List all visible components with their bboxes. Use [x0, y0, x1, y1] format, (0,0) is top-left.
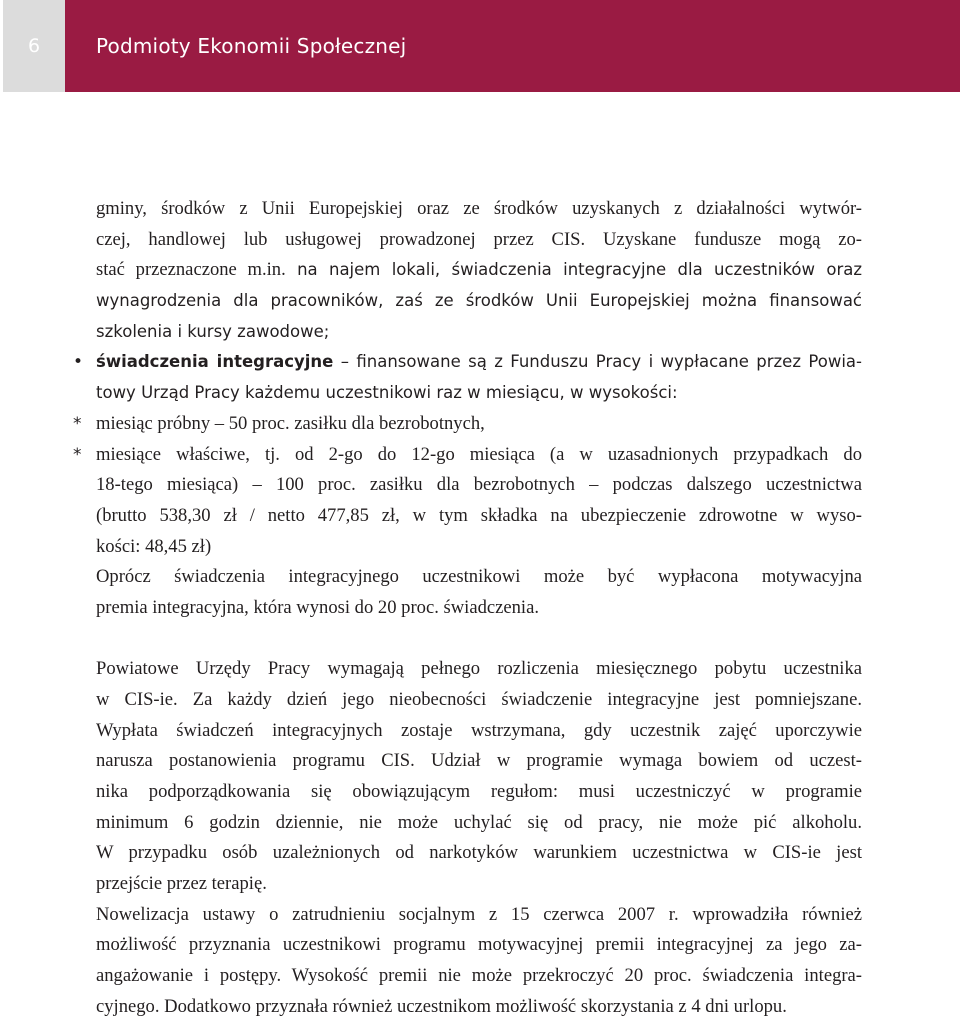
chapter-title-bar	[65, 0, 960, 92]
text-line	[96, 255, 862, 286]
paragraph-spacer	[96, 624, 862, 655]
text-line: przejście przez terapię.	[96, 872, 267, 894]
text-line: cyjnego. Dodatkowo przyznała również uczestnikom możliwość skorzystania z 4 dni urlopu.	[96, 995, 787, 1017]
text-line: 18-tego miesiąca) – 100 proc. zasiłku dla bezrobotnych – podczas dalszego uczestnictwa	[96, 474, 862, 496]
text-line: (brutto 538,30 zł / netto 477,85 zł, w tym składka na ubezpieczenie zdrowotne w wyso-	[96, 504, 862, 526]
text-line: towy Urząd Pracy każdemu uczestnikowi raz w miesiącu, w wysokości:	[96, 383, 678, 403]
text-line: możliwość przyznania uczestnikowi programu motywacyjnej premii integracyjnej za jego za-	[96, 934, 862, 956]
text-line: premia integracyjna, która wynosi do 20 proc. świadczenia.	[96, 596, 539, 618]
text-line: minimum 6 godzin dziennie, nie może uchylać się od pracy, nie może pić alkoholu.	[96, 811, 862, 833]
text-line: Powiatowe Urzędy Pracy wymagają pełnego rozliczenia miesięcznego pobytu uczestnika	[96, 658, 862, 680]
star-list-item	[73, 409, 862, 440]
text-line: kości: 48,45 zł)	[96, 535, 212, 557]
body-text	[73, 194, 862, 1022]
bullet-text: – finansowane są z Funduszu Pracy i wypłacane przez Powia-	[333, 352, 862, 372]
bullet-marker: •	[73, 352, 84, 373]
star-item-text: miesiąc próbny – 50 proc. zasiłku dla bezrobotnych,	[96, 412, 485, 434]
page-number-text: 6	[27, 35, 41, 57]
text-line: narusza postanowienia programu CIS. Udział w programie wymaga bowiem od uczest-	[96, 750, 862, 772]
text-line: Nowelizacja ustawy o zatrudnieniu socjalnym z 15 czerwca 2007 r. wprowadziła również	[96, 903, 862, 925]
star-marker: *	[73, 444, 82, 465]
text-line-part: stać przeznaczone m.in.	[96, 259, 286, 281]
text-line: gminy, środków z Unii Europejskiej oraz ze środków uzyskanych z działalności wytwór-	[96, 198, 862, 219]
bullet-bold-term: świadczenia integracyjne	[96, 352, 334, 372]
text-line: wynagrodzenia dla pracowników, zaś ze środków Unii Europejskiej można finansować	[96, 291, 862, 311]
page-header	[0, 0, 960, 92]
page-number	[3, 0, 65, 92]
chapter-title: Podmioty Ekonomii Społecznej	[96, 34, 407, 58]
text-line: Oprócz świadczenia integracyjnego uczestnikowi może być wypłacona motywacyjna	[96, 566, 862, 588]
text-line-part: na najem lokali, świadczenia integracyjne dla uczestników oraz	[285, 260, 862, 280]
text-line: nika podporządkowania się obowiązującym regułom: musi uczestniczyć w programie	[96, 780, 862, 802]
text-line: W przypadku osób uzależnionych od narkotyków warunkiem uczestnictwa w CIS-ie jest	[96, 842, 862, 864]
text-line: szkolenia i kursy zawodowe;	[96, 321, 330, 341]
text-line: angażowanie i postępy. Wysokość premii nie może przekroczyć 20 proc. świadczenia integra-	[96, 965, 862, 986]
bullet-list-item	[73, 347, 862, 378]
text-line: Wypłata świadczeń integracyjnych zostaje wstrzymana, gdy uczestnik zajęć uporczywie	[96, 719, 862, 741]
text-line: w CIS-ie. Za każdy dzień jego nieobecności świadczenie integracyjne jest pomniejszane.	[96, 688, 862, 710]
star-list-item	[73, 440, 862, 471]
star-marker: *	[73, 413, 82, 434]
text-line: czej, handlowej lub usługowej prowadzonej przez CIS. Uzyskane fundusze mogą zo-	[96, 228, 862, 250]
star-item-text: miesiące właściwe, tj. od 2-go do 12-go miesiąca (a w uzasadnionych przypadkach do	[96, 443, 862, 465]
